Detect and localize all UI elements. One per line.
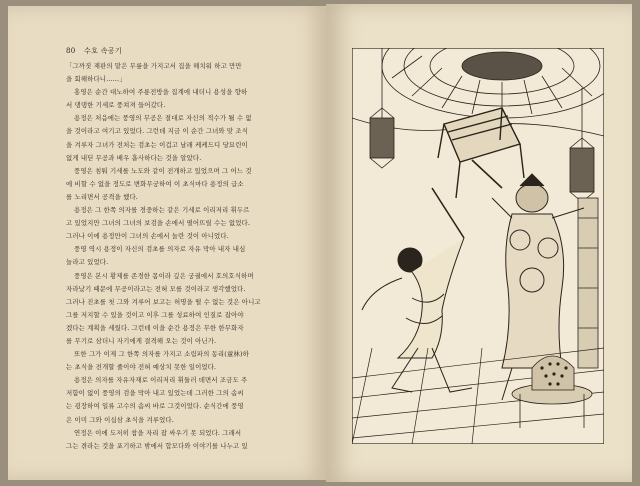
text-line: 그러나 진초를 첫 그와 겨루어 보고는 허명을 떨 수 없는 것은 아니고 bbox=[66, 297, 261, 306]
text-line: 자라났기 때문에 무공이라고는 전혀 모를 것이라고 생각했었다. bbox=[66, 284, 246, 293]
text-line: 풍영 역시 용정이 자신의 검초를 의자로 자유 막아 내자 내심 bbox=[74, 245, 246, 254]
woodcut-illustration bbox=[352, 48, 604, 444]
pillar bbox=[578, 198, 598, 368]
text-line: 서 댕댕한 기세로 풍쳐져 들어갔다. bbox=[66, 101, 166, 110]
body-text bbox=[66, 60, 296, 453]
text-line: 고 있었지만 그녀의 그녀의 보검을 손에서 떨어뜨릴 수는 없었다. bbox=[66, 219, 251, 228]
text-line: 을 회해하다니……」 bbox=[66, 75, 126, 84]
text-line: 그는 겪라는 것을 포기하고 밖에서 합모다와 이야기를 나누고 있 bbox=[66, 441, 248, 450]
text-line: 풍영은 본시 황제를 존경한 몸이라 깊은 궁궐에서 호의호식하며 bbox=[74, 271, 254, 280]
text-line: 용정은 의자를 자유자재로 이리저리 휘둘러 데면서 조금도 주 bbox=[74, 376, 248, 385]
text-line: 연정은 이에 도저히 참을 자리 잡 싸우기 못 되었다. 그래서 bbox=[74, 428, 242, 437]
text-line: 를 노리면서 공격을 했다. bbox=[66, 192, 138, 201]
text-line: 용정은 처음에는 풍영의 무공은 절대로 자신의 적수가 될 수 없 bbox=[74, 114, 252, 123]
text-line: 저함이 없이 풍영의 검을 막아 내고 있었는데 그러한 그의 솜씨 bbox=[66, 389, 244, 398]
text-line: 없게 내딛 무공과 배우 흡사하다는 것을 알았다. bbox=[66, 153, 202, 162]
text-line: 용정은 그 한쪽 의자를 경중하는 같은 기세로 이리저리 휘두르 bbox=[74, 206, 250, 215]
text-line: 겠다는 계획을 세웠다. 그런데 이을 순간 용정은 무한 한무화자 bbox=[66, 323, 244, 332]
text-line: 또한 그가 이제 그 한쪽 의자를 가지고 소림파의 동리(童林)하 bbox=[74, 350, 249, 359]
running-head bbox=[66, 46, 122, 56]
text-line: 을 것이라고 여기고 있었다. 그런데 지금 이 순간 그녀와 맞 조식 bbox=[66, 127, 249, 136]
text-line: 「그까짓 재판의 맡은 무릎을 가지고서 집을 해치워 하고 만만 bbox=[66, 62, 242, 70]
text-line: 는 굉장하여 일류 고수의 솜씨 바로 그것이었다. 순식간에 풍영 bbox=[66, 402, 244, 411]
text-line: 그를 저지할 수 있을 것이고 이후 그를 성료하여 인질로 잡아야 bbox=[66, 310, 244, 319]
text-line: 놀라고 있었다. bbox=[66, 258, 109, 267]
text-line: 에 비할 수 없을 정도로 변화무궁하여 이 초식마다 용정의 급소 bbox=[66, 179, 244, 188]
illustration-drawing bbox=[352, 48, 604, 444]
text-line: 은 이미 그와 이십삼 초식을 겨루었다. bbox=[66, 415, 174, 424]
page-number: 80 bbox=[66, 47, 76, 55]
text-line: 를 무기로 삼더니 자기에게 결격해 오는 것이 아닌가. bbox=[66, 336, 217, 345]
running-title: 수호 속공기 bbox=[84, 47, 122, 55]
text-line: 그러나 이에 용정만이 그녀의 손에서 놀란 것이 아니었다. bbox=[66, 232, 229, 241]
text-line: 풍영은 침퉈 기세를 노도와 같이 전개하고 있었으며 그 어느 것 bbox=[74, 166, 252, 175]
text-line: 홍영은 순간 대노하여 주룡전방을 집계에 내더니 용성을 향하 bbox=[74, 88, 248, 97]
text-line: 을 겨루자 그녀가 전처는 검초는 이겁고 날래 케케드디 당묘린이 bbox=[66, 140, 248, 149]
text-line: 는 초식을 전개할 줄이야 전혀 예상치 못한 일이었다. bbox=[66, 363, 217, 372]
